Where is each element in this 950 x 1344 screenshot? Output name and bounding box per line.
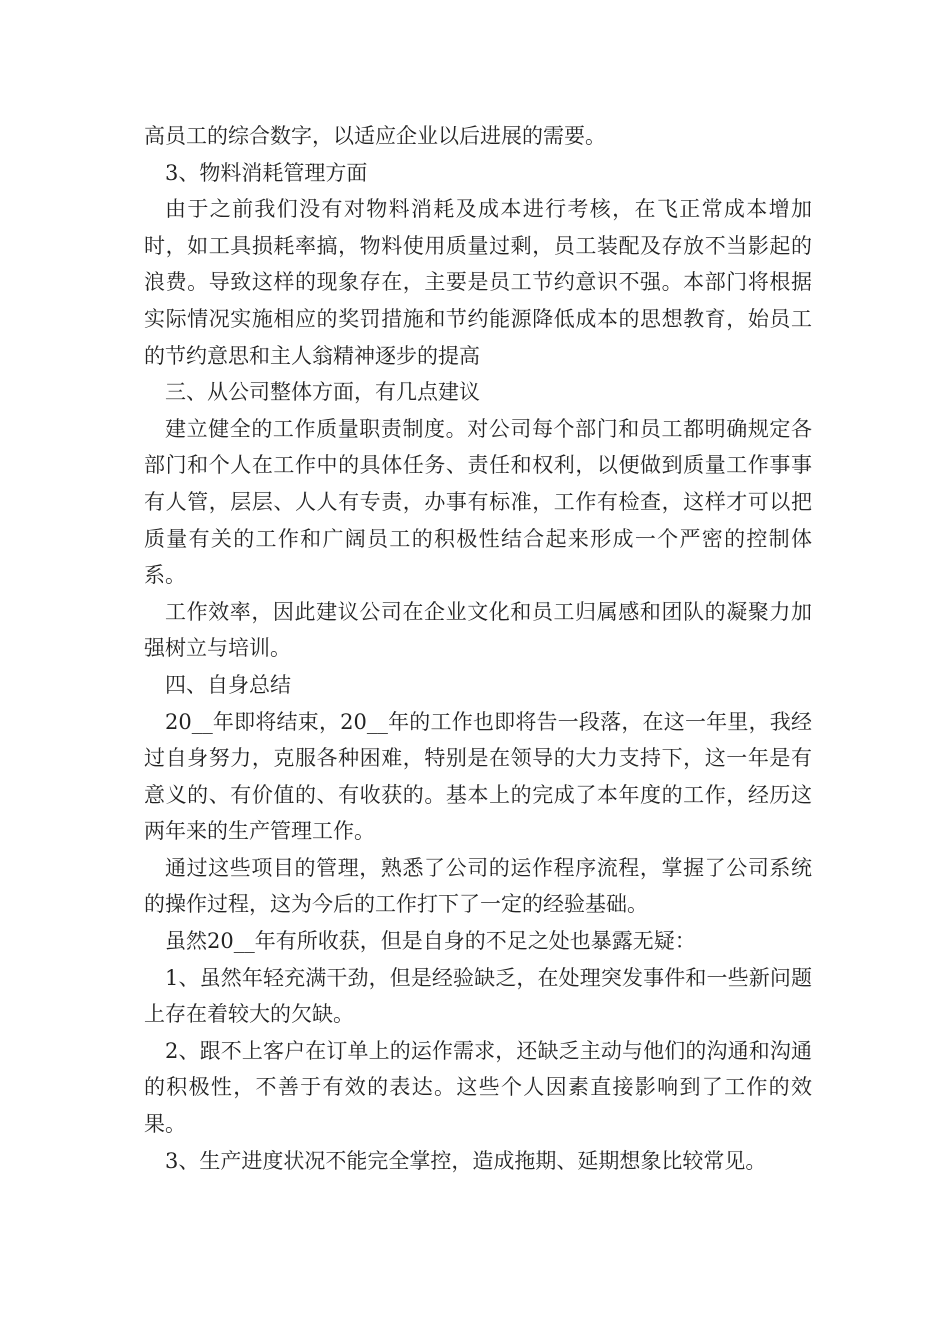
list-item-1: 1、虽然年轻充满干劲，但是经验缺乏，在处理突发事件和一些新问题上存在着较大的欠缺。 <box>144 965 812 1027</box>
paragraph-quality-responsibility: 建立健全的工作质量职责制度。对公司每个部门和员工都明确规定各部门和个人在工作中的具体任务、责任和权利，以便做到质量工作事事有人管，层层、人人有专责，办事有标准，工作有检查，这样才可以把质量有关的工作和广阔员工的积极性结合起来形成一个严密的控制体系。 <box>144 416 812 588</box>
paragraph-work-efficiency: 工作效率，因此建议公司在企业文化和员工归属感和团队的凝聚力加强树立与培训。 <box>144 599 812 661</box>
paragraph-shortcomings-intro: 虽然20__年有所收获，但是自身的不足之处也暴露无疑： <box>165 929 696 954</box>
list-item-3: 3、生产进度状况不能完全掌控，造成拖期、延期想象比较常见。 <box>165 1148 767 1173</box>
paragraph-project-management: 通过这些项目的管理，熟悉了公司的运作程序流程，掌握了公司系统的操作过程，这为今后的工作打下了一定的经验基础。 <box>144 855 812 917</box>
paragraph-year-end: 20__年即将结束，20__年的工作也即将告一段落，在这一年里，我经过自身努力，克服各种困难，特别是在领导的大力支持下，这一年是有意义的、有价值的、有收获的。基本上的完成了本年度的工作，经历这两年来的生产管理工作。 <box>144 709 812 844</box>
section-heading-company-suggestions: 三、从公司整体方面，有几点建议 <box>165 380 480 405</box>
document-body <box>144 118 812 1179</box>
section-heading-self-summary: 四、自身总结 <box>165 672 291 697</box>
paragraph-1: 高员工的综合数字，以适应企业以后进展的需要。 <box>144 124 606 148</box>
paragraph-material-consumption: 由于之前我们没有对物料消耗及成本进行考核，在飞正常成本增加时，如工具损耗率搞，物料使用质量过剩，员工装配及存放不当影起的浪费。导致这样的现象存在，主要是员工节约意识不强。本部门将根据实际情况实施相应的奖罚措施和节约能源降低成本的思想教育，始员工的节约意思和主人翁精神逐步的提高 <box>144 197 812 368</box>
section-heading-material: 3、物料消耗管理方面 <box>165 160 368 185</box>
list-item-2: 2、跟不上客户在订单上的运作需求，还缺乏主动与他们的沟通和沟通的积极性，不善于有效的表达。这些个人因素直接影响到了工作的效果。 <box>144 1038 812 1137</box>
